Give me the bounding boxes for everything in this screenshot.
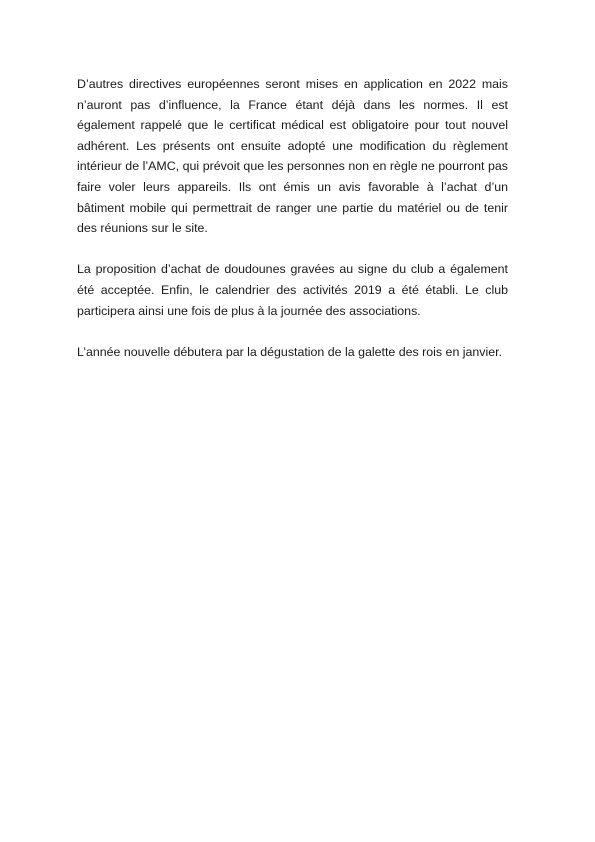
paragraph-directives: D’autres directives européennes seront mises en application en 2022 mais n’auront pas d’influence, la France étant déjà dans les normes. Il est également rappelé que le certificat médical est obligatoire pour tout nouvel adhérent. Les présents ont ensuite adopté une modification du règlement intérieur de l’AMC, qui prévoit que les personnes non en règle ne pourront pas faire voler leurs appareils. Ils ont émis un avis favorable à l’achat d’un bâtiment mobile qui permettrait de ranger une partie du matériel ou de tenir des réunions sur le site. bbox=[77, 77, 508, 236]
paragraph-doudounes: La proposition d’achat de doudounes gravées au signe du club a également été acceptée. Enfin, le calendrier des activités 2019 a été établi. Le club participera ainsi une fois de plus à la journée des associations. bbox=[77, 262, 508, 318]
paragraph-galette: L’année nouvelle débutera par la dégustation de la galette des rois en janvier. bbox=[77, 344, 503, 359]
document-body bbox=[77, 74, 508, 362]
